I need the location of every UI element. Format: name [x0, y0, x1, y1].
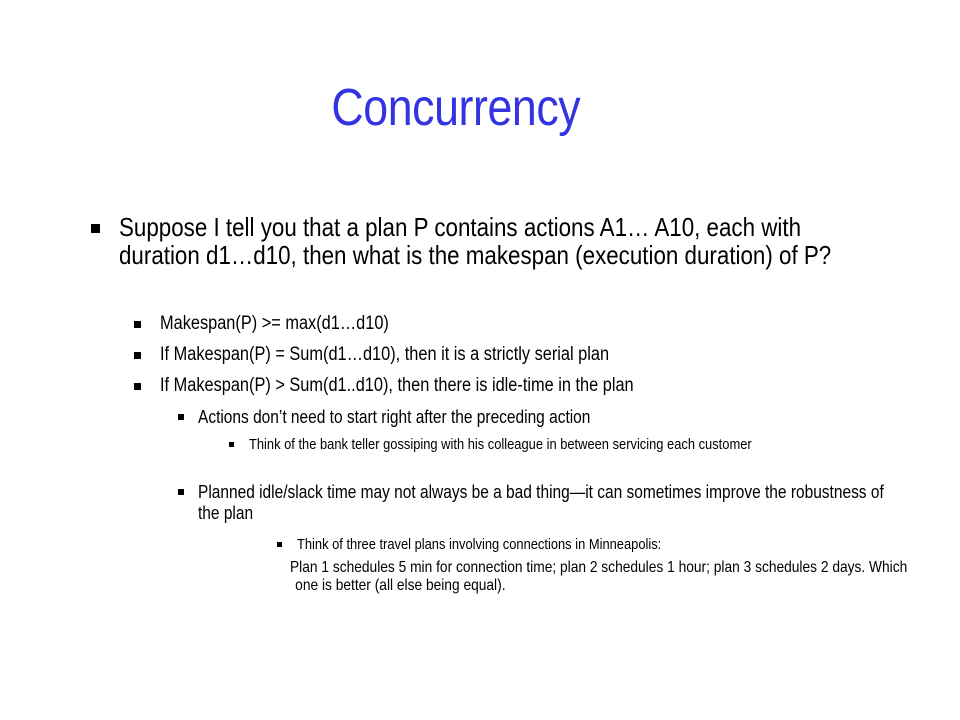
- bullet-text: If Makespan(P) > Sum(d1..d10), then there is idle-time in the plan: [160, 375, 634, 396]
- slide-title: Concurrency: [331, 79, 581, 137]
- bullet-text: Think of three travel plans involving connections in Minneapolis:: [297, 536, 662, 553]
- bullet-text: Actions don’t need to start right after the preceding action: [198, 407, 591, 427]
- square-bullet-icon: [134, 383, 141, 390]
- square-bullet-icon: [178, 489, 184, 495]
- square-bullet-icon: [134, 352, 141, 359]
- bullet-text: Think of the bank teller gossiping with his colleague in between servicing each customer: [249, 436, 752, 453]
- bullet-text: Planned idle/slack time may not always be a bad thing—it can sometimes improve the robustness of the plan: [198, 482, 884, 523]
- bullet-text: If Makespan(P) = Sum(d1…d10), then it is a strictly serial plan: [160, 344, 610, 365]
- paragraph-text: Plan 1 schedules 5 min for connection time; plan 2 schedules 1 hour; plan 3 schedules 2 days. Which one is better (all else being equal).: [290, 559, 908, 594]
- square-bullet-icon: [229, 442, 234, 447]
- square-bullet-icon: [277, 542, 282, 547]
- square-bullet-icon: [91, 224, 100, 233]
- square-bullet-icon: [178, 414, 184, 420]
- bullet-text: Makespan(P) >= max(d1…d10): [160, 313, 389, 334]
- square-bullet-icon: [134, 321, 141, 328]
- bullet-text: Suppose I tell you that a plan P contains actions A1… A10, each with duration d1…d10, then what is the makespan (execution duration) of P?: [119, 212, 832, 270]
